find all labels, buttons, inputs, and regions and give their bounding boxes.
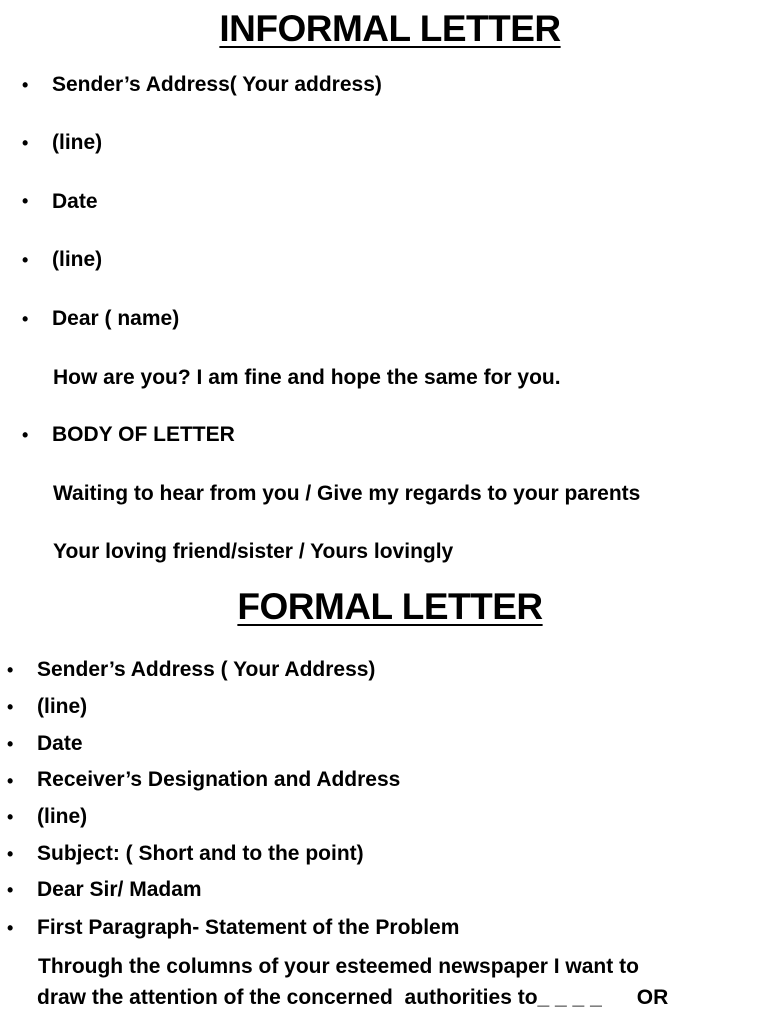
formal-item-date: Date — [37, 732, 83, 755]
bullet-icon: • — [22, 75, 29, 95]
informal-greeting-line: How are you? I am fine and hope the same for you. — [53, 366, 561, 389]
bullet-icon: • — [7, 734, 14, 754]
bullet-icon: • — [7, 771, 14, 791]
informal-item-line-1: (line) — [52, 131, 103, 154]
bullet-icon: • — [7, 844, 14, 864]
informal-item-date: Date — [52, 190, 98, 213]
formal-item-dear-sir-madam: Dear Sir/ Madam — [37, 878, 202, 901]
formal-item-receivers-designation: Receiver’s Designation and Address — [37, 768, 401, 791]
bullet-icon: • — [7, 918, 14, 938]
informal-closing-line-1: Waiting to hear from you / Give my regards to your parents — [53, 482, 641, 505]
informal-closing-line-2: Your loving friend/sister / Yours lovingly — [53, 540, 454, 563]
formal-item-senders-address: Sender’s Address ( Your Address) — [37, 658, 376, 681]
informal-letter-title: INFORMAL LETTER — [219, 8, 561, 49]
bullet-icon: • — [22, 191, 29, 211]
formal-paragraph-line-1: Through the columns of your esteemed newspaper I want to — [38, 955, 639, 978]
informal-item-dear-name: Dear ( name) — [52, 307, 180, 330]
bullet-icon: • — [22, 425, 29, 445]
formal-item-line-1: (line) — [37, 695, 88, 718]
bullet-icon: • — [22, 309, 29, 329]
formal-item-first-paragraph: First Paragraph- Statement of the Problem — [37, 916, 460, 939]
informal-item-line-2: (line) — [52, 248, 103, 271]
formal-paragraph-line-2: draw the attention of the concerned authorities to_ _ _ _ OR — [37, 986, 669, 1009]
bullet-icon: • — [7, 880, 14, 900]
formal-item-subject: Subject: ( Short and to the point) — [37, 842, 364, 865]
bullet-icon: • — [7, 697, 14, 717]
bullet-icon: • — [22, 133, 29, 153]
formal-item-line-2: (line) — [37, 805, 88, 828]
informal-item-senders-address: Sender’s Address( Your address) — [52, 73, 382, 96]
bullet-icon: • — [22, 250, 29, 270]
informal-item-body-of-letter: BODY OF LETTER — [52, 423, 235, 446]
formal-letter-title: FORMAL LETTER — [237, 586, 543, 627]
bullet-icon: • — [7, 807, 14, 827]
bullet-icon: • — [7, 660, 14, 680]
